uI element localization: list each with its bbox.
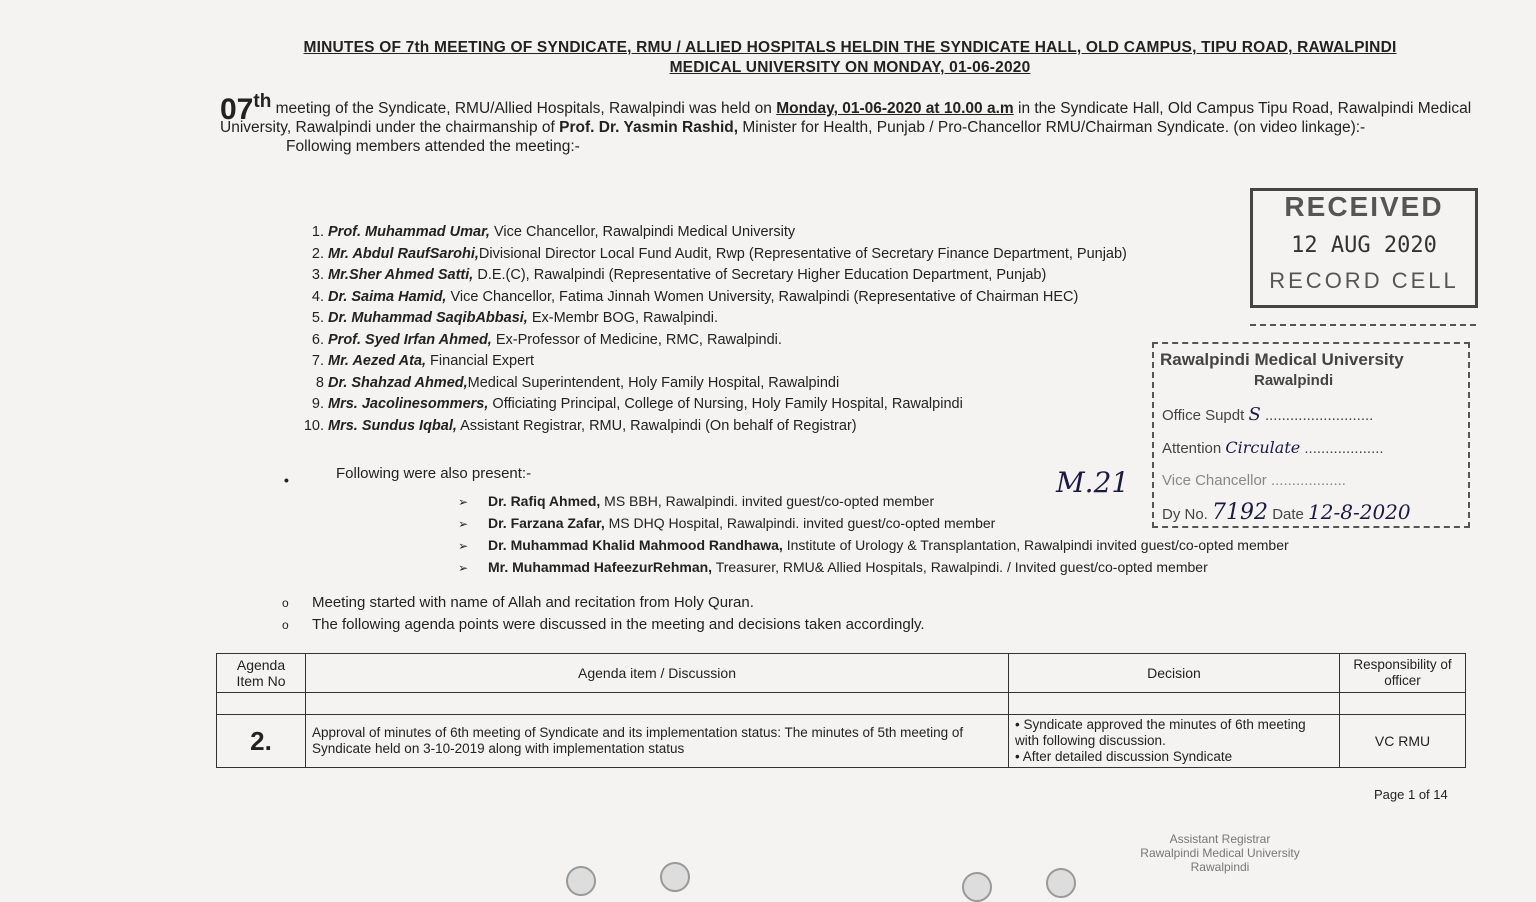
office-stamp [1152,342,1470,528]
agenda-discussion: Approval of minutes of 6th meeting of Syndicate and its implementation status: The minutes of 5th meeting of Syndicate held on 3-10-2019 along with implementation status [306,715,1009,768]
header-agenda-no: Agenda Item No [217,654,306,693]
list-item [458,556,1289,578]
document-title [200,38,1500,78]
signature-block [1100,832,1340,874]
member-number: 8 [315,374,324,391]
margin-note: M.21 [1056,466,1130,499]
bullet-dot: • [284,472,289,488]
arrow-bullet-icon: ➢ [458,539,469,553]
circle-bullet-icon: o [282,596,289,610]
member-name: Prof. Muhammad Umar, [328,224,490,240]
guest-description: MS BBH, Rawalpindi. invited guest/co-opted member [600,493,935,509]
agenda-decision [1009,715,1340,768]
member-name: Mr.Sher Ahmed Satti, [328,267,474,283]
member-name: Mr. Aezed Ata, [328,353,427,369]
guest-description: Treasurer, RMU& Allied Hospitals, Rawalpindi. / Invited guest/co-opted member [712,559,1208,575]
stamp-office-line2: Rawalpindi [1254,372,1334,389]
member-number: 7. [311,353,324,369]
member-description: Ex-Membr BOG, Rawalpindi. [527,310,718,326]
arrow-bullet-icon: ➢ [458,561,469,575]
member-description: Medical Superintendent, Holy Family Hospital, Rawalpindi [467,374,840,391]
members-list [300,222,1127,437]
member-number: 10. [303,417,324,434]
list-item [300,287,1127,309]
page-number: Page 1 of 14 [1374,787,1448,802]
point-text: Meeting started with name of Allah and recitation from Holy Quran. [312,594,754,611]
member-name: Mr. Abdul RaufSarohi, [328,245,479,262]
list-item [300,394,1127,416]
header-responsibility: Responsibility of officer [1340,654,1466,693]
binder-hole [1046,868,1076,898]
table-header-row [217,654,1466,693]
signature-line-1: Assistant Registrar [1169,832,1271,846]
point-text: The following agenda points were discussed in the meeting and decisions taken accordingly. [312,616,925,633]
binder-hole [962,872,992,902]
member-description: Divisional Director Local Fund Audit, Rwp (Representative of Secretary Finance Department, Punjab) [478,245,1127,262]
list-item [300,416,1127,438]
also-present-label: Following were also present:- [336,465,532,482]
member-number: 1. [311,224,324,240]
member-description: Financial Expert [426,353,535,369]
member-number: 4. [311,288,324,305]
signature-line-2: Rawalpindi Medical University [1140,846,1300,860]
decision-line-1: • Syndicate approved the minutes of 6th meeting with following discussion. [1015,717,1306,748]
stamp-office-line3: Office Supdt S .......................... [1162,404,1374,425]
chair-name: Prof. Dr. Yasmin Rashid, [559,119,739,137]
member-number: 9. [311,396,324,412]
meeting-date-time: Monday, 01-06-2020 at 10.00 a.m [776,100,1014,118]
member-number: 2. [311,245,324,262]
member-number: 6. [311,331,324,348]
member-description: Assistant Registrar, RMU, Rawalpindi (On behalf of Registrar) [456,417,857,434]
stamp-received-foot: RECORD CELL [1269,268,1459,293]
guest-description: MS DHQ Hospital, Rawalpindi. invited guest/co-opted member [604,515,996,531]
arrow-bullet-icon: ➢ [458,495,469,509]
intro-paragraph [220,92,1500,156]
title-line-2: MEDICAL UNIVERSITY ON MONDAY, 01-06-2020 [669,59,1031,76]
member-number: 5. [311,310,324,326]
member-name: Mrs. Jacolinesommers, [328,396,489,412]
intro-text-3: Minister for Health, Punjab / Pro-Chancellor RMU/Chairman Syndicate. (on video linkage):- [738,119,1366,137]
agenda-table [216,653,1466,768]
list-item [300,244,1127,266]
list-item [282,614,925,636]
header-decision: Decision [1009,654,1340,693]
meeting-ordinal: 07 [220,93,254,127]
member-description: Vice Chancellor, Rawalpindi Medical University [489,224,796,240]
agenda-officer: VC RMU [1340,715,1466,768]
member-description: Vice Chancellor, Fatima Jinnah Women University, Rawalpindi (Representative of Chairman HEC) [446,288,1079,305]
guest-name: Dr. Muhammad Khalid Mahmood Randhawa, [488,537,783,553]
arrow-bullet-icon: ➢ [458,517,469,531]
member-description: Officiating Principal, College of Nursing, Holy Family Hospital, Rawalpindi [488,396,963,412]
member-name: Mrs. Sundus Iqbal, [328,417,457,434]
stamp-office-line5: Vice Chancellor .................. [1162,472,1346,489]
agenda-no: 2. [217,715,306,768]
list-item [300,308,1127,330]
stamp-divider [1250,324,1476,326]
members-label: Following members attended the meeting:- [286,138,580,156]
stamp-received-date: 12 AUG 2020 [1291,233,1437,258]
list-item [300,265,1127,287]
member-description: Ex-Professor of Medicine, RMC, Rawalpindi. [491,331,782,348]
member-name: Dr. Saima Hamid, [328,288,447,305]
binder-hole [566,866,596,896]
member-name: Dr. Muhammad SaqibAbbasi, [328,310,528,326]
title-line-1: MINUTES OF 7th MEETING OF SYNDICATE, RMU / ALLIED HOSPITALS HELDIN THE SYNDICATE HALL, OLD CAMPUS, TIPU ROAD, RAWALPINDI [303,39,1397,56]
circle-bullet-icon: o [282,618,289,632]
decision-line-2: • After detailed discussion Syndicate [1015,749,1233,764]
guest-name: Mr. Muhammad HafeezurRehman, [488,559,713,575]
guest-name: Dr. Rafiq Ahmed, [488,493,601,509]
list-item [300,351,1127,373]
points-list [282,592,925,636]
list-item [300,222,1127,244]
table-row [217,715,1466,768]
stamp-office-line4: Attention Circulate ................... [1162,438,1384,457]
meeting-ordinal-suffix: th [253,91,272,112]
member-number: 3. [311,267,324,283]
intro-text-2: in the Syndicate Hall, Old Campus Tipu Road, Rawalpindi Medical University, Rawalpindi under the chairmanship of [220,100,1472,137]
received-stamp [1250,188,1478,308]
table-spacer-row [217,693,1466,715]
signature-line-3: Rawalpindi [1190,860,1250,874]
member-name: Prof. Syed Irfan Ahmed, [328,331,492,348]
list-item [282,592,925,614]
list-item [458,534,1289,556]
stamp-office-line1: Rawalpindi Medical University [1160,350,1404,369]
list-item [300,330,1127,352]
guest-description: Institute of Urology & Transplantation, Rawalpindi invited guest/co-opted member [782,537,1289,553]
binder-hole [660,862,690,892]
stamp-received-head: RECEIVED [1284,191,1444,222]
header-discussion: Agenda item / Discussion [306,654,1009,693]
member-name: Dr. Shahzad Ahmed, [328,374,468,391]
intro-text-1: meeting of the Syndicate, RMU/Allied Hospitals, Rawalpindi was held on [271,100,777,118]
list-item [300,373,1127,395]
member-description: D.E.(C), Rawalpindi (Representative of Secretary Higher Education Department, Punjab) [473,267,1047,283]
guest-name: Dr. Farzana Zafar, [488,515,605,531]
stamp-office-line6: Dy No. 7192 Date 12-8-2020 [1162,500,1411,525]
